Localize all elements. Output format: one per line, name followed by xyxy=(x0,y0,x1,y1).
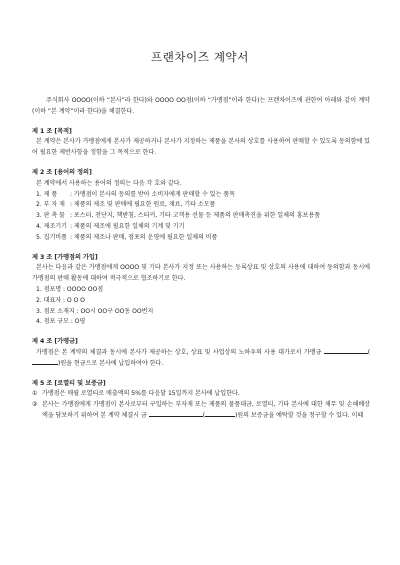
article-1 xyxy=(32,127,370,159)
royalty-item xyxy=(32,389,370,400)
paren-open: ( xyxy=(367,348,371,356)
definition-term: 1. 제 품 xyxy=(36,190,58,198)
article-heading: 제 4 조 [가맹금] xyxy=(32,338,78,346)
definition-term: 2. 부 자 재 xyxy=(36,201,65,209)
definition-text: : 포스터, 전단지, 책받침, 스티커, 기타 고객용 선물 등 제품의 판매촉진을 위한 일체의 홍보용품 xyxy=(70,212,321,220)
document-body xyxy=(32,96,370,422)
definition-term: 5. 집기비품 xyxy=(36,233,67,241)
definition-item xyxy=(32,211,370,222)
article-heading: 제 2 조 [용어의 정의] xyxy=(32,168,92,176)
item-mark: ① xyxy=(32,390,38,398)
definition-item xyxy=(32,222,370,233)
deposit-text-pre: 본사는 가맹점에게 가맹점이 본사로부터 구입하는 부자재 또는 제품의 물품대금, 로열티, 기타 본사에 대한 채무 및 손해배상액을 담보하기 위하여 본 계약 체결시 금 xyxy=(42,401,370,419)
definition-term: 3. 판 촉 물 xyxy=(36,212,65,220)
paren-close: ) xyxy=(58,359,61,367)
definition-text: : 제품의 제조 및 판매에 필요한 원료, 재료, 기타 소모품 xyxy=(70,201,216,209)
definition-item xyxy=(32,233,370,244)
amount-korean-blank[interactable] xyxy=(32,364,58,365)
article-body: 본 계약은 본사가 가맹점에게 본사가 제공하거나 본사가 지정하는 제품을 본사의 상호를 사용하여 판매할 수 있도록 동의함에 있어 필요한 제반사항을 정함을 그 목적으로 한다. xyxy=(32,138,370,157)
store-info-item: 1. 점포명 : OOOO OO점 xyxy=(36,285,104,293)
deposit-korean-blank[interactable] xyxy=(205,416,235,417)
definition-text: : 제품의 제조나 판매, 점포의 운영에 필요한 일체의 비품 xyxy=(70,233,218,241)
article-2 xyxy=(32,168,370,244)
item-mark: ② xyxy=(32,401,38,409)
definition-item xyxy=(32,190,370,201)
store-info-item: 2. 대표자 : O O O xyxy=(36,296,85,304)
definition-text: : 제품의 제조에 필요한 일체의 기계 및 기기 xyxy=(70,222,185,230)
item-text: 가맹점은 매월 로열티로 매출액의 5%를 다음달 15일까지 본사에 납입한다. xyxy=(42,390,240,398)
definition-item xyxy=(32,200,370,211)
definition-term: 4. 제조기기 xyxy=(36,222,67,230)
paren-close: ) xyxy=(234,411,238,419)
article-body xyxy=(32,348,370,370)
deposit-amount-blank[interactable] xyxy=(149,416,203,417)
amount-blank[interactable] xyxy=(324,353,368,354)
intro-paragraph: 주식회사 OOOO(이하 “본사”라 한다)와 OOOO OO점(이하 “가맹점”이라 한다)는 프랜차이즈에 관한여 아래와 같이 계약(이하 “본 계약”이라 한다)을 체결한다. xyxy=(32,97,370,115)
article-heading: 제 5 조 [로열티 및 보증금] xyxy=(32,379,106,387)
fee-text-pre: 가맹점은 본 계약의 체결과 동시에 본사가 제공하는 상호, 상표 및 사업상의 노하우의 사용 대가로서 가맹금 xyxy=(36,348,322,356)
article-lead: 본 계약에서 사용하는 용어의 정의는 다음 각 호와 같다. xyxy=(36,179,182,187)
deposit-item xyxy=(32,400,370,422)
definition-text: : 가맹점이 본사의 동의를 받아 소비자에게 판매할 수 있는 품목 xyxy=(70,190,235,198)
paren-open: ( xyxy=(202,411,205,419)
article-3 xyxy=(32,253,370,329)
item-text xyxy=(42,400,370,422)
article-heading: 제 3 조 [가맹점의 가입] xyxy=(32,253,98,261)
fee-text-post: 원을 현금으로 본사에 납입하여야 한다. xyxy=(60,359,164,367)
article-4 xyxy=(32,337,370,369)
article-heading: 제 1 조 [목적] xyxy=(32,127,72,135)
article-body: 본사는 다음과 같은 가맹점에게 OOOO 및 기타 본사가 지정 또는 사용하는 등록상표 및 상호의 사용에 대하여 동의함과 동시에 가맹점의 판매 활동에 대하여 적극적으로 협조하기로 한다. xyxy=(32,264,370,283)
store-info-item: 3. 점포 소재지 : OO시 OO구 OO동 OO번지 xyxy=(36,307,154,315)
article-5 xyxy=(32,379,370,422)
deposit-text-post: 원의 보증금을 예탁할 것을 청구할 수 있다. 이때 xyxy=(237,411,364,419)
document-title: 프랜차이즈 계약서 xyxy=(151,50,249,64)
store-info-item: 4. 점포 규모 : O평 xyxy=(36,318,86,326)
